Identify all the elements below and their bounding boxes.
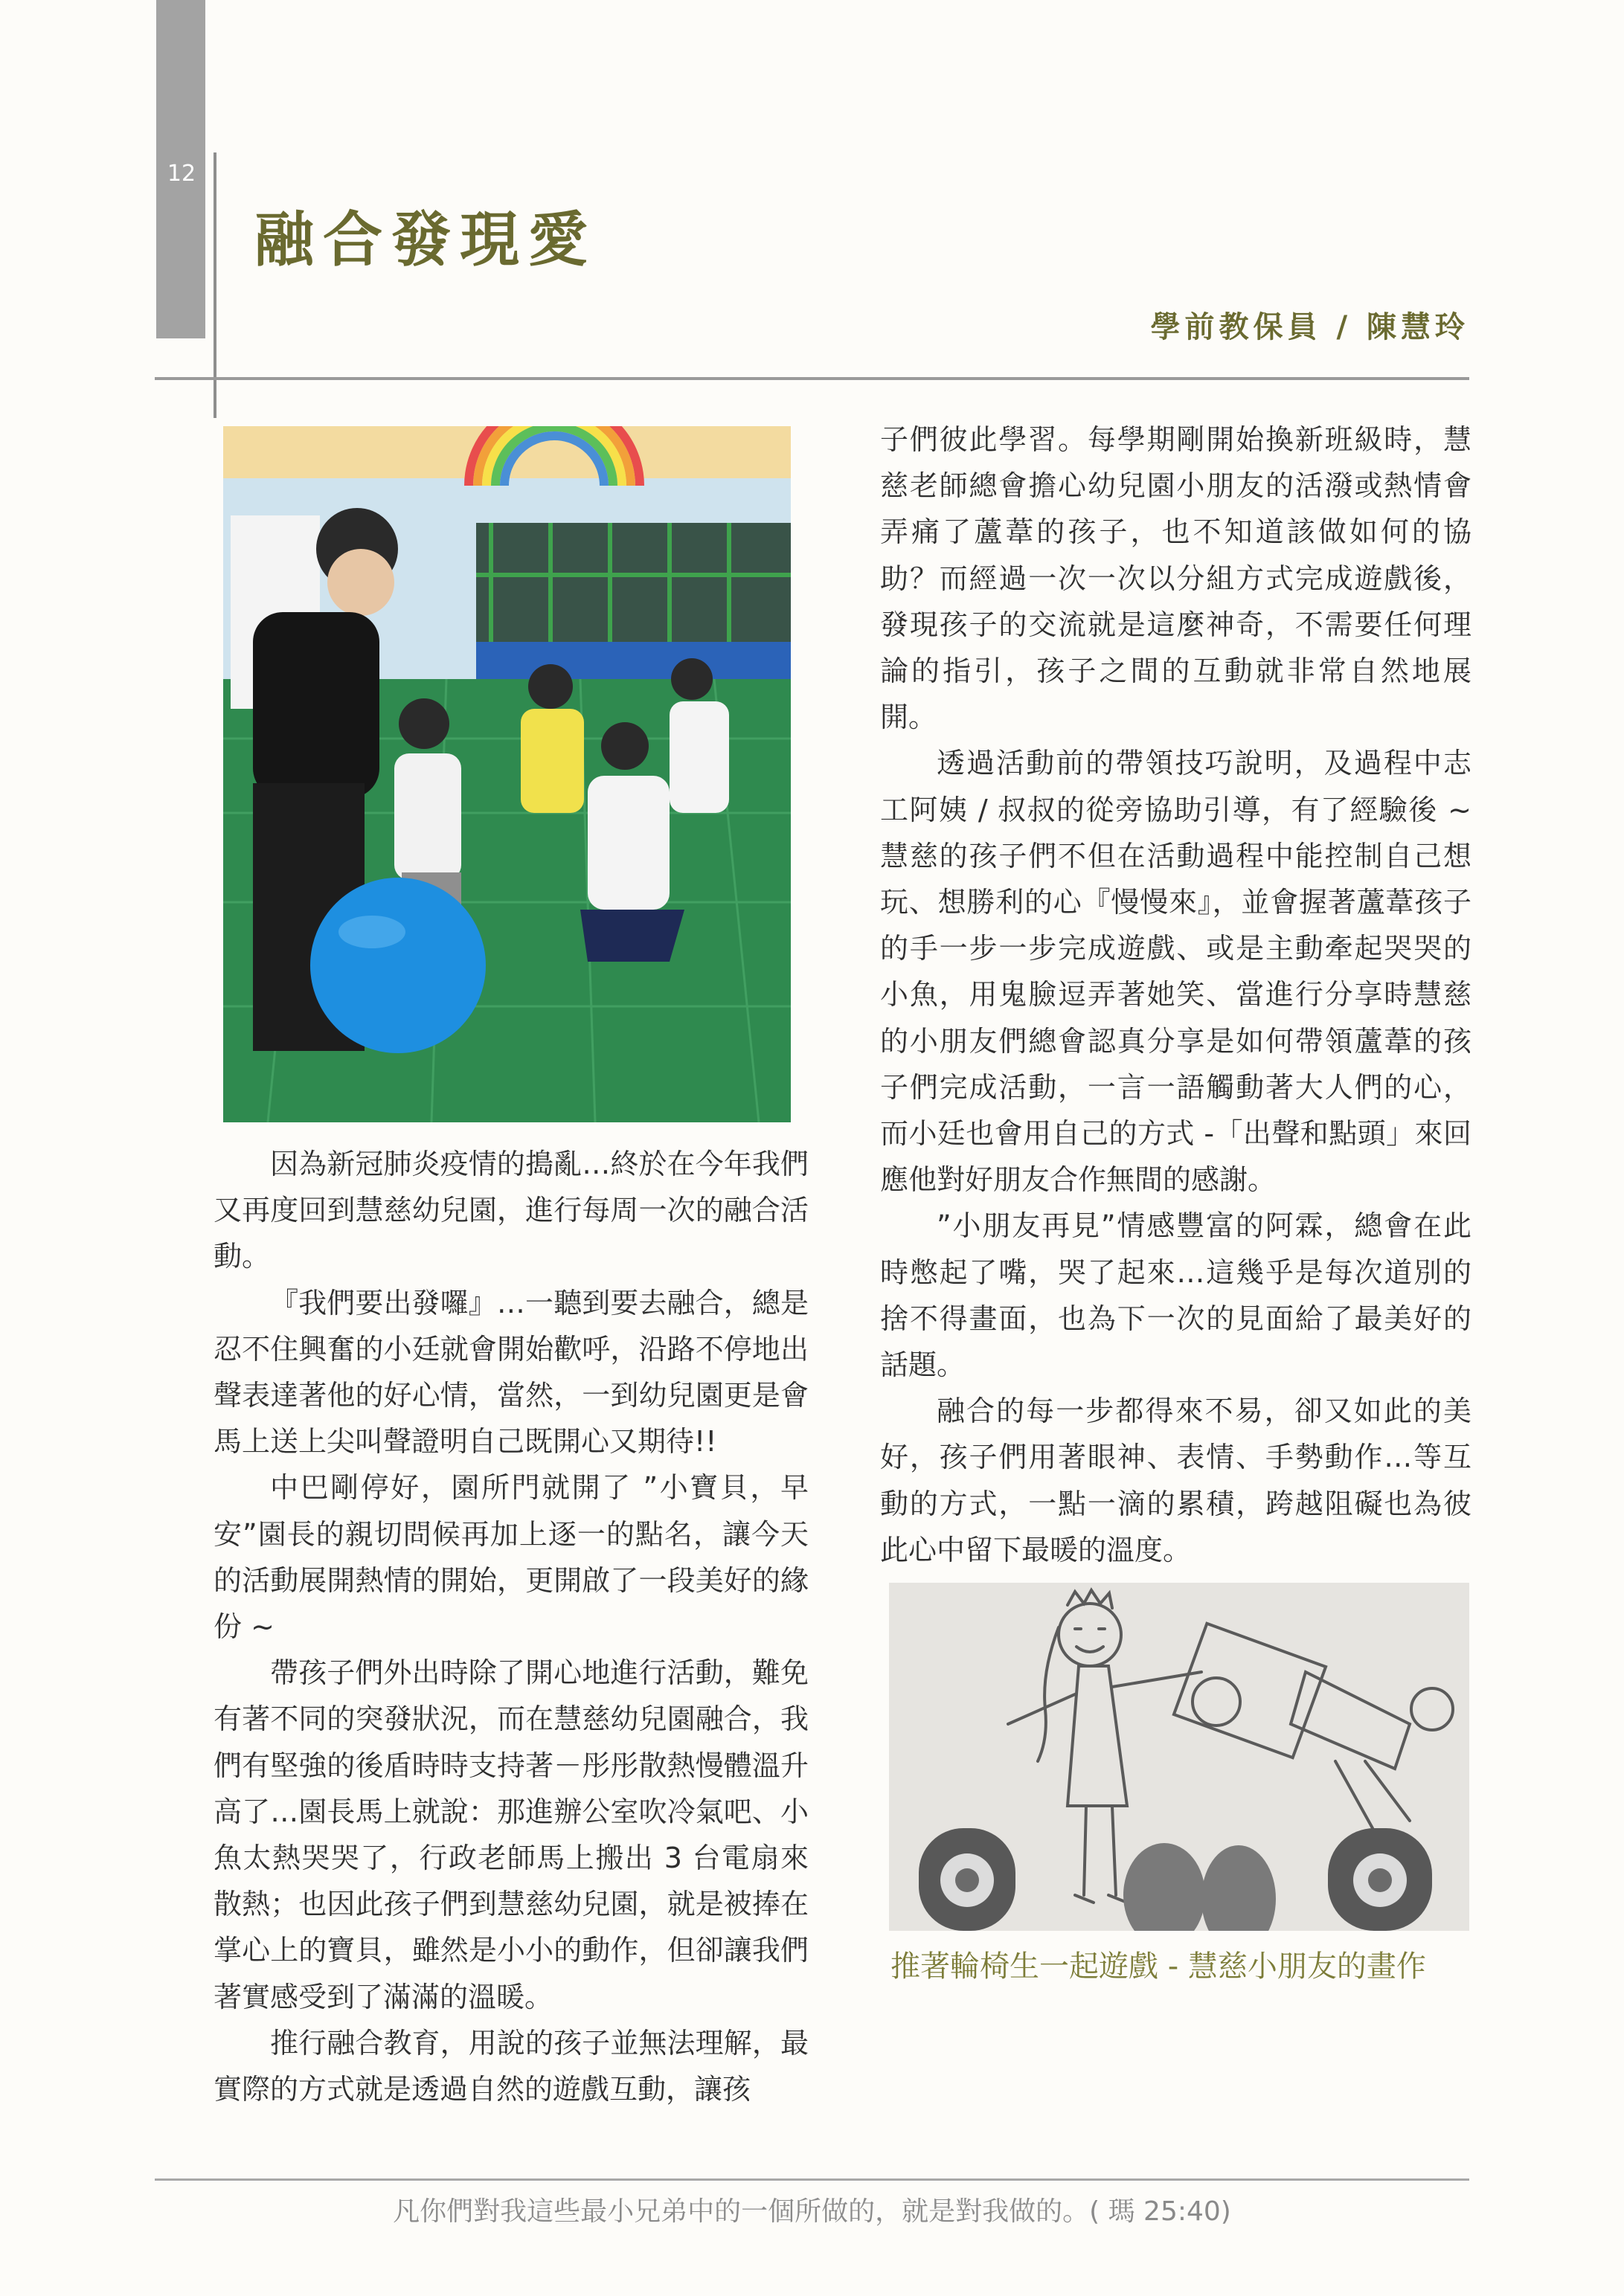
classroom-photo-illustration	[223, 426, 791, 1122]
paragraph: 融合的每一步都得來不易，卻又如此的美好，孩子們用著眼神、表情、手勢動作…等互動的方式，一點一滴的累積，跨越阻礙也為彼此心中留下最暖的溫度。	[880, 1395, 1471, 1566]
right-text-column	[880, 417, 1471, 1573]
footer-rule	[155, 2178, 1469, 2181]
article-author: 學前教保員 / 陳慧玲	[1150, 310, 1469, 344]
paragraph: 帶孩子們外出時除了開心地進行活動，難免有著不同的突發狀況，而在慧慈幼兒園融合，我們有堅強的後盾時時支持著－彤彤散熱慢體溫升高了…園長馬上就說：那進辦公室吹冷氣吧、小魚太熱哭哭了，行政老師馬上搬出 3 台電扇來散熱；也因此孩子們到慧慈幼兒園，就是被捧在掌心上的寶貝，雖然是小小的動作，但卻讓我們著實感受到了滿滿的溫暖。	[214, 1656, 809, 2013]
drawing-caption: 推著輪椅生一起遊戲 - 慧慈小朋友的畫作	[890, 1949, 1426, 1984]
child-drawing-illustration	[889, 1583, 1469, 1931]
paragraph: 透過活動前的帶領技巧說明，及過程中志工阿姨 / 叔叔的從旁協助引導，有了經驗後 ~ 慧慈的孩子們不但在活動過程中能控制自己想玩、想勝利的心『慢慢來』，並會握著蘆葦孩子的手一步一步完成遊戲、或是主動牽起哭哭的小魚，用鬼臉逗弄著她笑、當進行分享時慧慈的小朋友們總會認真分享是如何帶領蘆葦的孩子們完成活動，一言一語觸動著大人們的心，而小廷也會用自己的方式 -「出聲和點頭」來回應他對好朋友合作無間的感謝。	[880, 747, 1471, 1197]
paragraph: 中巴剛停好，園所門就開了 ”小寶貝，早安”園長的親切問候再加上逐一的點名，讓今天的活動展開熱情的開始，更開啟了一段美好的緣份 ~	[214, 1471, 809, 1644]
left-text-column	[214, 1141, 809, 2112]
child-drawing	[889, 1583, 1469, 1931]
paragraph: 推行融合教育，用說的孩子並無法理解，最實際的方式就是透過自然的遊戲互動，讓孩	[214, 2026, 809, 2106]
footer-quote: 凡你們對我這些最小兄弟中的一個所做的，就是對我做的。( 瑪 25:40)	[393, 2196, 1231, 2227]
classroom-photo	[223, 426, 791, 1122]
paragraph: 子們彼此學習。每學期剛開始換新班級時，慧慈老師總會擔心幼兒園小朋友的活潑或熱情會弄痛了蘆葦的孩子，也不知道該做如何的協助？而經過一次一次以分組方式完成遊戲後，發現孩子的交流就是這麼神奇，不需要任何理論的指引，孩子之間的互動就非常自然地展開。	[880, 423, 1471, 734]
paragraph: ”小朋友再見”情感豐富的阿霖，總會在此時憋起了嘴，哭了起來…這幾乎是每次道別的捨不得畫面，也為下一次的見面給了最美好的話題。	[880, 1209, 1471, 1382]
page-number: 12	[167, 161, 196, 187]
paragraph: 『我們要出發囉』…一聽到要去融合，總是忍不住興奮的小廷就會開始歡呼，沿路不停地出聲表達著他的好心情，當然，一到幼兒園更是會馬上送上尖叫聲證明自己既開心又期待!!	[214, 1286, 809, 1459]
paragraph: 因為新冠肺炎疫情的搗亂…終於在今年我們又再度回到慧慈幼兒園，進行每周一次的融合活動。	[214, 1148, 809, 1273]
article-title: 融合發現愛	[254, 205, 597, 274]
header-rule	[155, 377, 1469, 380]
